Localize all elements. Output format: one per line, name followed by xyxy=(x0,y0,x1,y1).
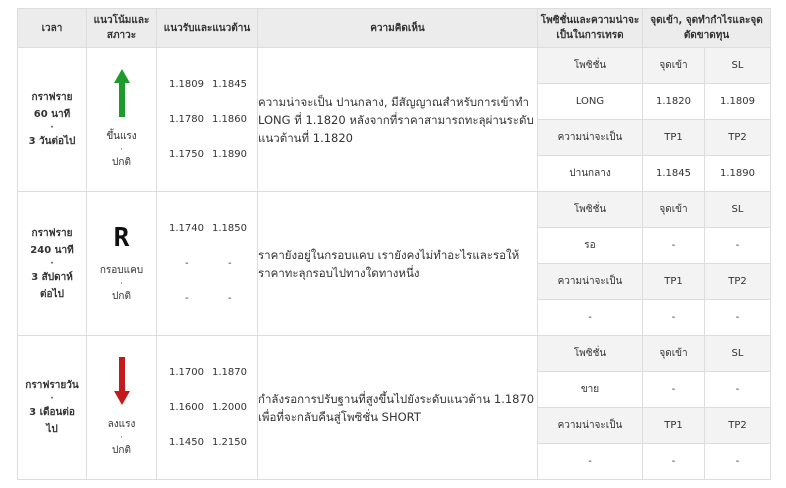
probability-label: ความน่าจะเป็น xyxy=(538,408,643,444)
tp1-value: 1.1845 xyxy=(643,156,705,192)
header-comment: ความคิดเห็น xyxy=(258,9,538,48)
table-row xyxy=(18,336,771,480)
time-line: ต่อไป xyxy=(40,288,64,300)
sl-label: SL xyxy=(705,192,771,228)
sl-value: - xyxy=(705,372,771,408)
trend-label: ลงแรง xyxy=(107,418,136,430)
time-separator: · xyxy=(50,394,54,404)
support-value: - xyxy=(185,293,189,304)
probability-value: - xyxy=(538,444,643,480)
sl-value: 1.1809 xyxy=(705,84,771,120)
position-value: ขาย xyxy=(538,372,643,408)
probability-label: ความน่าจะเป็น xyxy=(538,264,643,300)
time-line: กราฟราย xyxy=(31,92,73,103)
position-table xyxy=(538,336,770,479)
entry-value: - xyxy=(643,228,705,264)
tp2-value: 1.1890 xyxy=(720,168,755,179)
time-line: กราฟราย xyxy=(31,227,73,239)
support-value: 1.1780 xyxy=(169,114,204,125)
position-value: LONG xyxy=(538,84,643,120)
resistance-value: 1.1845 xyxy=(212,79,247,90)
time-cell xyxy=(18,48,87,192)
down-arrow-icon xyxy=(114,357,130,405)
position-label: โพซิชั่น xyxy=(538,336,643,372)
position-cell xyxy=(538,48,771,192)
levels-cell xyxy=(157,192,258,336)
sl-value: - xyxy=(705,228,771,264)
probability-value: ปานกลาง xyxy=(538,156,643,192)
support-value: 1.1700 xyxy=(169,367,204,378)
entry-label: จุดเข้า xyxy=(643,192,705,228)
header-entry: จุดเข้า, จุดทำกำไรและจุดตัดขาดทุน xyxy=(643,9,771,48)
tp1-label: TP1 xyxy=(643,408,705,444)
time-line: 60 นาที xyxy=(33,109,71,120)
time-line: 3 วันต่อไป xyxy=(28,136,76,147)
position-cell xyxy=(538,192,771,336)
probability-value: - xyxy=(538,300,643,336)
resistance-value: 1.1890 xyxy=(212,149,247,160)
comment-cell: กำลังรอการปรับฐานที่สูงขึ้นไปยังระดับแนวต้าน 1.1870 เพื่อที่จะกลับคืนสู่โพซิชั่น SHORT xyxy=(258,336,538,480)
position-label: โพซิชั่น xyxy=(538,192,643,228)
support-value: - xyxy=(185,258,189,269)
tp2-label: TP2 xyxy=(705,264,771,300)
time-line: 240 นาที xyxy=(30,244,74,256)
time-line: กราฟรายวัน xyxy=(25,380,79,391)
header-position: โพซิชั่นและความน่าจะเป็นในการเทรด xyxy=(538,9,643,48)
levels-cell xyxy=(157,336,258,480)
trend-cell xyxy=(87,48,157,192)
table-row xyxy=(18,48,771,192)
trend-separator: · xyxy=(120,278,123,289)
trend-state: ปกติ xyxy=(112,156,131,168)
entry-value: 1.1820 xyxy=(643,84,705,120)
entry-label: จุดเข้า xyxy=(643,48,705,84)
resistance-value: 1.1870 xyxy=(212,367,247,378)
position-cell xyxy=(538,336,771,480)
entry-value: - xyxy=(643,372,705,408)
tp1-label: TP1 xyxy=(643,120,705,156)
support-value: 1.1740 xyxy=(169,223,204,234)
table-row xyxy=(18,192,771,336)
probability-label: ความน่าจะเป็น xyxy=(538,120,643,156)
trend-separator: · xyxy=(120,144,123,155)
trend-label: กรอบแคบ xyxy=(99,264,144,276)
time-line: 3 สัปดาห์ xyxy=(31,271,73,283)
time-separator: · xyxy=(50,258,54,269)
comment-cell: ความน่าจะเป็น ปานกลาง, มีสัญญาณสำหรับการเข้าทำ LONG ที่ 1.1820 หลังจากที่ราคาสามารถทะลุผ่านระดับแนวต้านที่ 1.1820 xyxy=(258,48,538,192)
trend-cell xyxy=(87,192,157,336)
time-cell xyxy=(18,192,87,336)
levels-cell xyxy=(157,48,258,192)
trend-cell xyxy=(87,336,157,480)
position-label: โพซิชั่น xyxy=(538,48,643,84)
trend-state: ปกติ xyxy=(112,444,131,456)
tp1-value: - xyxy=(643,300,705,336)
trend-state: ปกติ xyxy=(112,290,131,302)
resistance-value: 1.1850 xyxy=(212,223,247,234)
trend-label: ขึ้นแรง xyxy=(106,130,137,142)
position-table xyxy=(538,192,770,335)
entry-label: จุดเข้า xyxy=(643,336,705,372)
time-cell xyxy=(18,336,87,480)
tp2-value: - xyxy=(735,456,740,467)
header-row xyxy=(18,9,771,48)
trend-separator: · xyxy=(120,432,123,443)
forecast-table xyxy=(17,8,771,480)
support-value: 1.1809 xyxy=(169,79,204,90)
time-separator: · xyxy=(50,123,54,133)
time-line: 3 เดือนต่อ xyxy=(29,407,75,418)
resistance-value: - xyxy=(228,258,232,269)
range-r-icon: R xyxy=(113,222,130,253)
sl-label: SL xyxy=(705,48,771,84)
resistance-value: - xyxy=(228,293,232,304)
sl-label: SL xyxy=(705,336,771,372)
header-support-resistance: แนวรับและแนวต้าน xyxy=(157,9,258,48)
support-value: 1.1600 xyxy=(169,402,204,413)
resistance-value: 1.2150 xyxy=(212,437,247,448)
resistance-value: 1.2000 xyxy=(212,402,247,413)
position-value: รอ xyxy=(538,228,643,264)
up-arrow-icon xyxy=(114,69,130,117)
tp1-label: TP1 xyxy=(643,264,705,300)
support-value: 1.1450 xyxy=(169,437,204,448)
comment-cell: ราคายังอยู่ในกรอบแคบ เรายังคงไม่ทำอะไรและรอให้ราคาทะลุกรอบไปทางใดทางหนึ่ง xyxy=(258,192,538,336)
tp2-label: TP2 xyxy=(705,120,771,156)
time-line: ไป xyxy=(46,424,58,435)
tp1-value: - xyxy=(643,444,705,480)
header-time: เวลา xyxy=(18,9,87,48)
resistance-value: 1.1860 xyxy=(212,114,247,125)
support-value: 1.1750 xyxy=(169,149,204,160)
position-table xyxy=(538,48,770,191)
header-trend: แนวโน้มและสภาวะ xyxy=(87,9,157,48)
tp2-value: - xyxy=(735,312,740,323)
tp2-label: TP2 xyxy=(705,408,771,444)
